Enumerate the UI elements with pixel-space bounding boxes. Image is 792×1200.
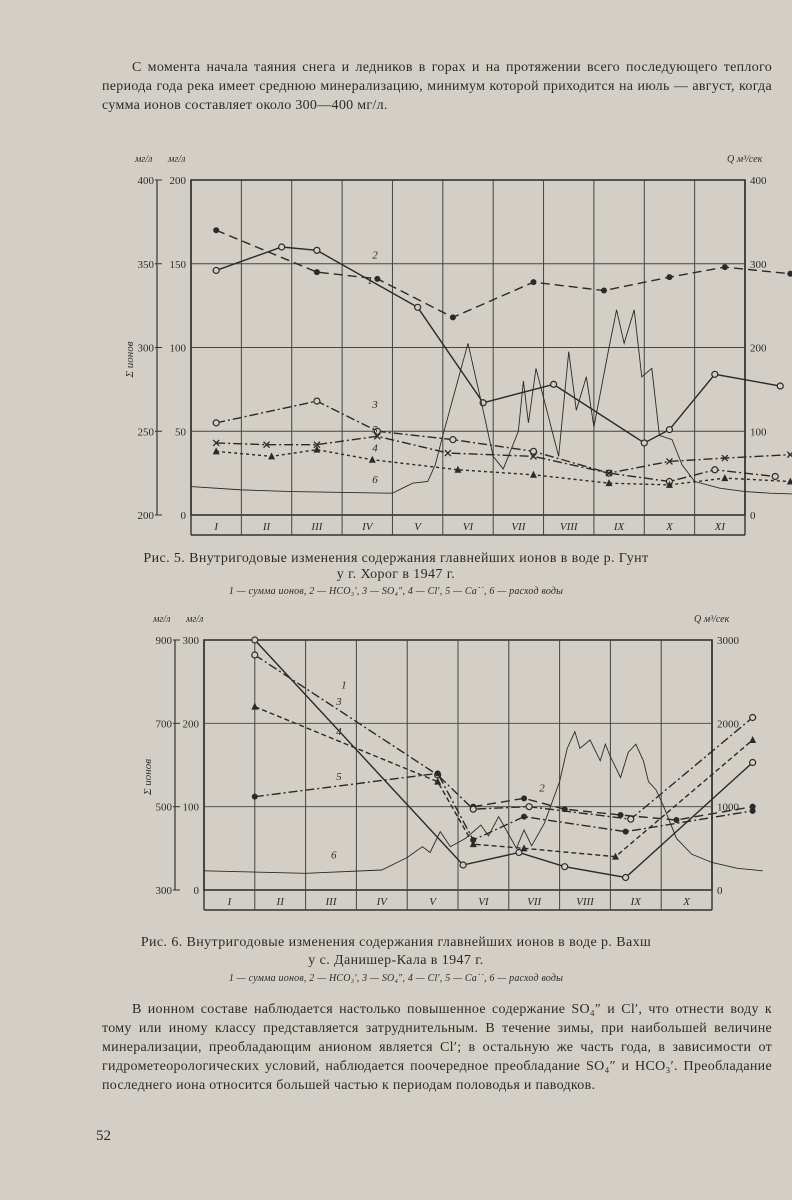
- month-label: IV: [362, 521, 373, 533]
- month-label: I: [214, 521, 219, 533]
- unit-label-q: Q м³/сек: [727, 154, 763, 165]
- q-tick-label: 400: [750, 175, 767, 187]
- month-label: III: [311, 521, 323, 533]
- month-label: VII: [527, 896, 542, 908]
- series-5-label: 5: [372, 423, 378, 436]
- series-2-point: [521, 795, 527, 801]
- series-4-point: [251, 703, 258, 710]
- figure-6-caption: Рис. 6. Внутригодовые изменения содержания главнейших ионов в воде р. Вахш: [140, 935, 652, 950]
- month-label: III: [325, 896, 337, 908]
- ions-tick-label: 200: [169, 175, 186, 187]
- series-1-line: [255, 640, 753, 878]
- series-1-point: [460, 862, 466, 868]
- month-label: X: [666, 521, 673, 533]
- month-label: VIII: [576, 896, 594, 908]
- sigma-tick-label: 300: [137, 342, 154, 355]
- month-label: IX: [613, 521, 625, 533]
- month-label: II: [262, 521, 271, 533]
- ions-tick-label: 100: [169, 342, 186, 355]
- series-1-label: 1: [367, 274, 373, 287]
- unit-label-sigma: мг/л: [135, 154, 153, 165]
- ions-tick-label: 0: [193, 885, 199, 897]
- unit-label-q: Q м³/сек: [694, 614, 730, 625]
- q-tick-label: 300: [750, 258, 767, 271]
- q-tick-label: 0: [750, 510, 756, 522]
- closing-paragraph: В ионном составе наблюдается настолько повышенное содержание SO₄″ и Cl′, что отнести воду к тому или иному классу представляется затруднительным. В течение зимы, при наибольшей величине минерализации, преобладающим анионом является Cl′; в остальную же часть года, в зависимости от гидрометеорологических условий, наблюдается поочередное преобладание SO₄″ и HCO₃′. Преобладание последнего иона относится большей частью к периодам половодья и паводков.: [102, 1002, 772, 1093]
- q-tick-label: 2000: [717, 718, 739, 731]
- figure-5-caption-line2: у г. Хорог в 1947 г.: [336, 567, 456, 582]
- month-label: V: [429, 896, 436, 908]
- series-5-point: [435, 770, 441, 776]
- figure-5-legend: 1 — сумма ионов, 2 — HCO₃′, 3 — SO₄″, 4 — Cl′, 5 — Ca˙˙, 6 — расход воды: [228, 586, 564, 597]
- month-label: X: [683, 896, 690, 908]
- sigma-tick-label: 200: [137, 510, 154, 522]
- series-3-point: [252, 652, 258, 658]
- series-5-point: [252, 794, 258, 800]
- figure-5-caption: Рис. 5. Внутригодовые изменения содержания главнейших ионов в воде р. Гунт: [143, 551, 649, 566]
- sigma-tick-label: 700: [155, 718, 172, 731]
- series-3-point: [750, 715, 756, 721]
- sigma-axis-title: Σ ионов: [142, 758, 154, 795]
- sigma-tick-label: 400: [137, 175, 154, 187]
- series-2-label: 2: [539, 782, 545, 795]
- series-4-label: 4: [336, 726, 342, 738]
- series-6-label: 6: [372, 474, 378, 487]
- figure-6-caption-line2: у с. Данишер-Кала в 1947 г.: [308, 953, 484, 968]
- q-tick-label: 200: [750, 342, 767, 355]
- month-label: V: [414, 521, 422, 533]
- q-tick-label: 3000: [717, 635, 739, 647]
- series-4-label: 4: [372, 442, 378, 455]
- ions-tick-label: 150: [169, 258, 186, 271]
- sigma-tick-label: 350: [137, 258, 154, 271]
- q-tick-label: 100: [750, 426, 767, 439]
- series-5-point: [470, 837, 476, 843]
- series-5-point: [750, 808, 756, 814]
- series-4-line: [255, 707, 753, 857]
- sigma-tick-label: 300: [155, 885, 172, 897]
- ions-tick-label: 200: [182, 718, 199, 731]
- series-5-point: [521, 814, 527, 820]
- series-3-label: 3: [336, 696, 342, 708]
- sigma-tick-label: 500: [155, 801, 172, 814]
- month-label: VI: [478, 896, 489, 908]
- series-1-point: [750, 760, 756, 766]
- month-label: II: [276, 896, 284, 908]
- series-2-label: 2: [372, 249, 378, 262]
- intro-paragraph: С момента начала таяния снега и ледников в горах и на протяжении всего последующего теплого периода года река имеет среднюю минерализацию, минимум которой приходится на июль — август, когда сумма ионов составляет около 300—400 мг/л.: [102, 60, 772, 113]
- month-label: VI: [462, 521, 474, 533]
- series-1-point: [252, 637, 258, 643]
- sigma-tick-label: 250: [137, 426, 154, 439]
- series-6-label: 6: [331, 849, 337, 862]
- series-6-line: [204, 732, 763, 874]
- series-3-point: [628, 816, 634, 822]
- month-label: VII: [511, 521, 526, 533]
- month-label: VIII: [559, 521, 578, 533]
- month-label: I: [227, 896, 232, 908]
- series-2-point: [673, 817, 679, 823]
- month-label: XI: [714, 521, 726, 533]
- series-1-point: [562, 864, 568, 870]
- sigma-axis-title: Σ ионов: [124, 341, 136, 378]
- q-tick-label: 0: [717, 885, 723, 897]
- series-1-label: 1: [341, 679, 347, 692]
- ions-tick-label: 0: [180, 510, 186, 522]
- unit-label-ions: мг/л: [168, 154, 186, 165]
- ions-tick-label: 300: [182, 635, 199, 647]
- series-5-point: [623, 829, 629, 835]
- series-4-point: [749, 736, 756, 743]
- month-label: IV: [376, 896, 387, 908]
- series-3-point: [470, 806, 476, 812]
- series-3-point: [526, 804, 532, 810]
- q-tick-label: 1000: [717, 801, 739, 814]
- month-label: IX: [630, 896, 641, 908]
- page-number: 52: [96, 1128, 111, 1144]
- unit-label-sigma: мг/л: [153, 614, 171, 625]
- series-5-label: 5: [336, 771, 342, 783]
- figure-6-legend: 1 — сумма ионов, 2 — HCO₃′, 3 — SO₄″, 4 — Cl′, 5 — Ca˙˙, 6 — расход воды: [228, 973, 564, 984]
- unit-label-ions: мг/л: [186, 614, 204, 625]
- series-4-point: [521, 844, 528, 851]
- ions-tick-label: 50: [175, 426, 186, 439]
- series-1-point: [623, 875, 629, 881]
- sigma-tick-label: 900: [155, 635, 172, 647]
- ions-tick-label: 100: [182, 801, 199, 814]
- series-3-label: 3: [372, 398, 378, 411]
